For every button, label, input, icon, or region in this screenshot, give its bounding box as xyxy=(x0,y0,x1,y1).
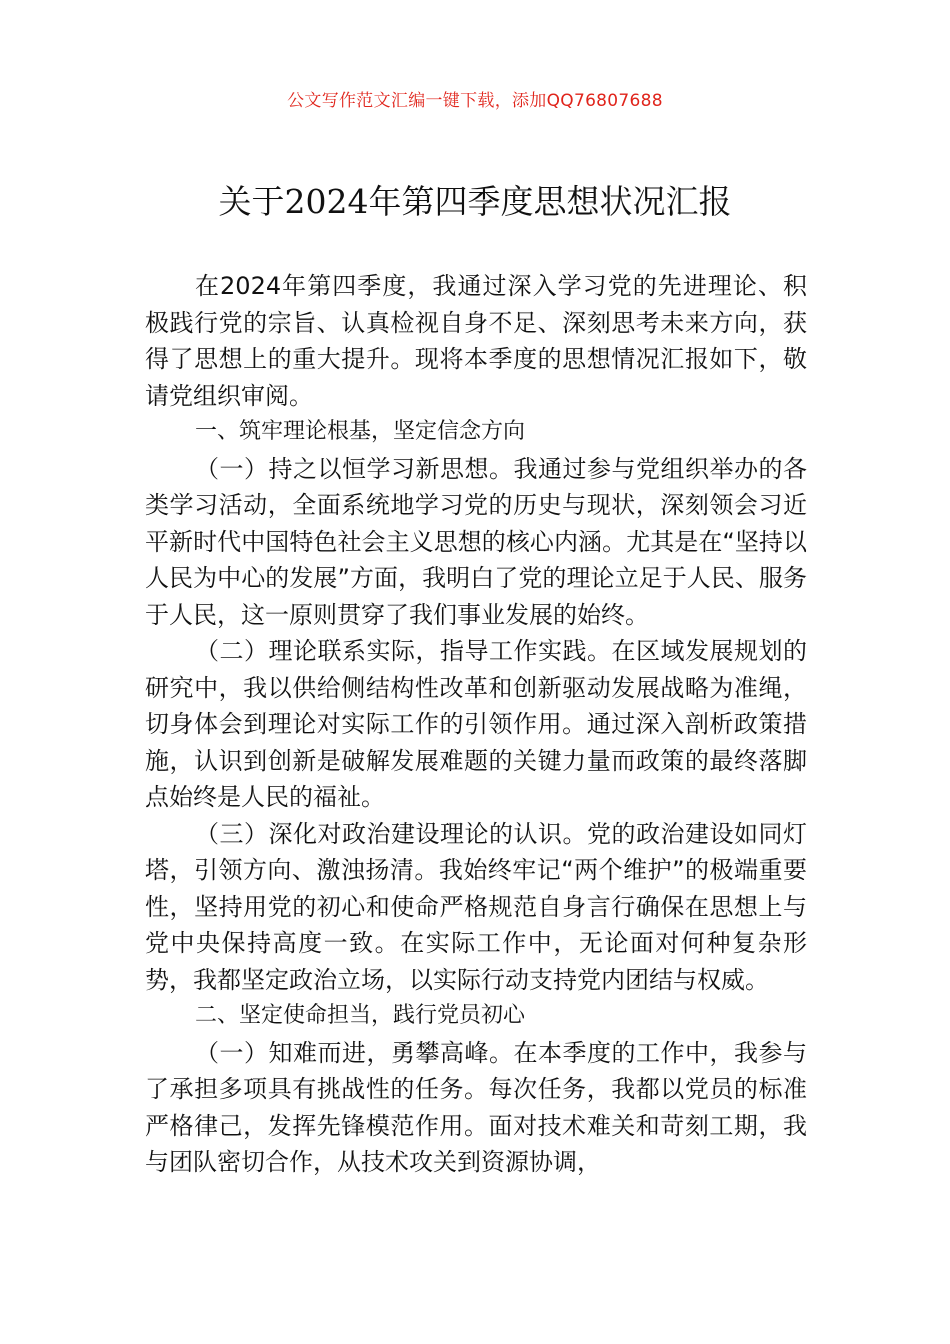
paragraph-1-1: （一）持之以恒学习新思想。我通过参与党组织举办的各类学习活动，全面系统地学习党的历史与现状，深刻领会习近平新时代中国特色社会主义思想的核心内涵。尤其是在“坚持以人民为中心的发展”方面，我明白了党的理论立足于人民、服务于人民，这一原则贯穿了我们事业发展的始终。 xyxy=(145,454,807,629)
section-heading-1: 一、筑牢理论根基，坚定信念方向 xyxy=(195,419,526,444)
section-heading-2: 二、坚定使命担当，践行党员初心 xyxy=(195,1003,526,1028)
paragraph-1-3: （三）深化对政治建设理论的认识。党的政治建设如同灯塔，引领方向、激浊扬清。我始终牢记“两个维护”的极端重要性，坚持用党的初心和使命严格规范自身言行确保在思想上与党中央保持高度一致。在实际工作中，无论面对何种复杂形势，我都坚定政治立场，以实际行动支持党内团结与权威。 xyxy=(145,819,807,994)
document-title: 关于2024年第四季度思想状况汇报 xyxy=(218,182,732,221)
document-body xyxy=(145,268,807,1181)
download-banner: 公文写作范文汇编一键下载，添加QQ76807688 xyxy=(287,91,663,111)
paragraph-1-2: （二）理论联系实际，指导工作实践。在区域发展规划的研究中，我以供给侧结构性改革和创新驱动发展战略为准绳，切身体会到理论对实际工作的引领作用。通过深入剖析政策措施，认识到创新是破解发展难题的关键力量而政策的最终落脚点始终是人民的福祉。 xyxy=(145,637,807,811)
paragraph-2-1: （一）知难而进，勇攀高峰。在本季度的工作中，我参与了承担多项具有挑战性的任务。每次任务，我都以党员的标准严格律己，发挥先锋模范作用。面对技术难关和苛刻工期，我与团队密切合作，从技术攻关到资源协调， xyxy=(145,1038,807,1176)
paragraph-intro: 在2024年第四季度，我通过深入学习党的先进理论、积极践行党的宗旨、认真检视自身不足、深刻思考未来方向，获得了思想上的重大提升。现将本季度的思想情况汇报如下，敬请党组织审阅。 xyxy=(145,272,807,410)
